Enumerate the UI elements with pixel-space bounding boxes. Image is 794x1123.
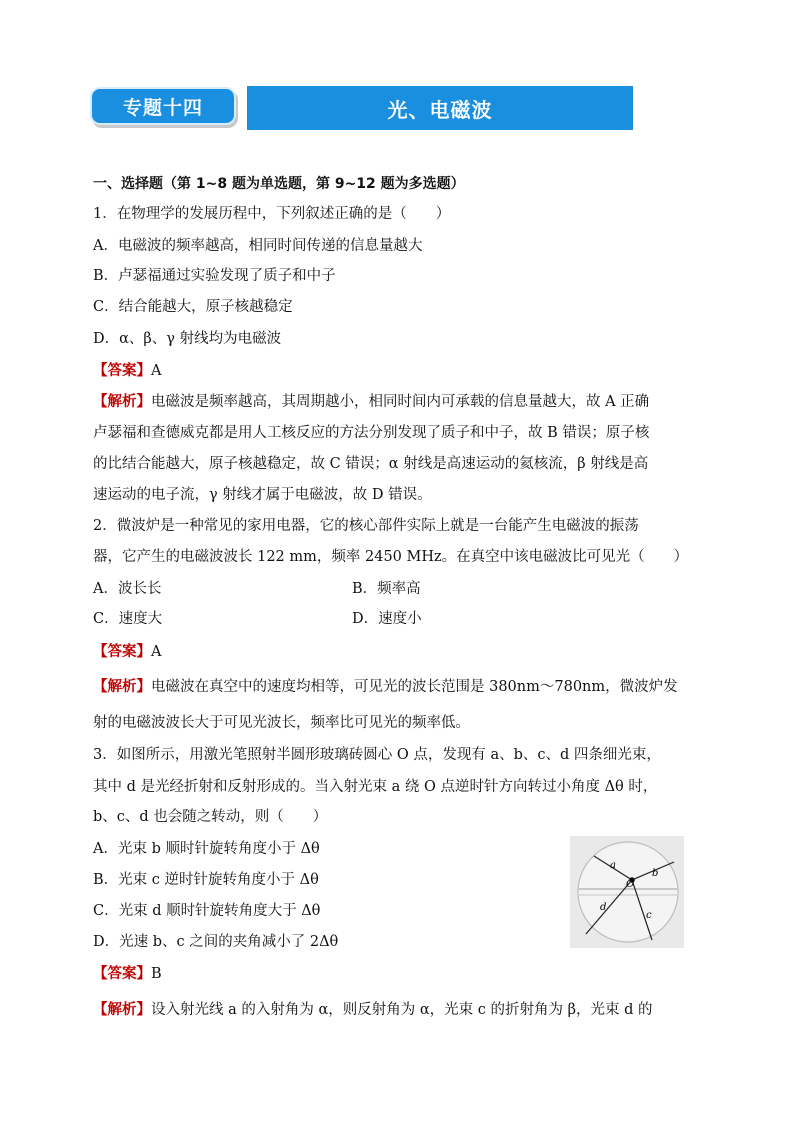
q2-option-d: D．速度小 [352,611,422,627]
q1-option-a: A．电磁波的频率越高，相同时间传递的信息量越大 [93,238,423,254]
analysis-label: 【解析】 [93,394,151,410]
q2-option-a: A．波长长 [93,581,162,597]
q3-answer-value: B [151,966,162,982]
label-a: a [610,860,616,871]
q1-answer-value: A [151,363,162,379]
q1-analysis-text: 电磁波是频率越高，其周期越小，相同时间内可承载的信息量越大，故 A 正确 [151,394,650,410]
q2-analysis-line [93,677,678,697]
q2-stem-line: 器，它产生的电磁波波长 122 mm，频率 2450 MHz。在真空中该电磁波比可见光（ ） [93,549,689,565]
q1-analysis-line: 的比结合能越大，原子核越稳定，故 C 错误；α 射线是高速运动的氦核流，β 射线是高 [93,456,649,472]
q2-answer [93,642,161,662]
q1-option-c: C．结合能越大，原子核越稳定 [93,299,293,315]
q2-answer-value: A [151,644,162,660]
q3-answer [93,964,162,984]
q1-stem: 1．在物理学的发展历程中，下列叙述正确的是（ ） [93,206,451,222]
q2-stem-line: 2．微波炉是一种常见的家用电器，它的核心部件实际上就是一台能产生电磁波的振荡 [93,518,639,534]
chapter-tag: 专题十四 [90,87,236,125]
analysis-label: 【解析】 [93,679,151,695]
q3-stem-line: 3．如图所示，用激光笔照射半圆形玻璃砖圆心 O 点，发现有 a、b、c、d 四条细光束， [93,747,661,763]
q1-option-b: B．卢瑟福通过实验发现了质子和中子 [93,268,336,284]
q3-analysis-text: 设入射光线 a 的入射角为 α，则反射角为 α，光束 c 的折射角为 β，光束 d 的 [151,1002,653,1018]
answer-label: 【答案】 [93,363,151,379]
q1-analysis-line: 速运动的电子流，γ 射线才属于电磁波，故 D 错误。 [93,487,432,503]
label-c: c [646,910,652,921]
q3-analysis-line [93,1000,653,1020]
chapter-title: 光、电磁波 [247,86,633,130]
q3-stem-line: 其中 d 是光经折射和反射形成的。当入射光束 a 绕 O 点逆时针方向转过小角度 Δθ 时， [93,779,658,795]
q3-option-b: B．光束 c 逆时针旋转角度小于 Δθ [93,872,319,888]
q1-analysis-line: 卢瑟福和查德威克都是用人工核反应的方法分别发现了质子和中子，故 B 错误；原子核 [93,425,650,441]
glass-block-figure [570,836,684,948]
q3-stem-line: b、c、d 也会随之转动，则（ ） [93,809,328,825]
q1-answer [93,361,161,381]
q2-analysis-text: 电磁波在真空中的速度均相等，可见光的波长范围是 380nm～780nm，微波炉发 [151,679,678,695]
label-b: b [652,868,659,879]
q3-option-a: A．光束 b 顺时针旋转角度小于 Δθ [93,841,320,857]
q2-option-b: B．频率高 [352,581,421,597]
chapter-header [90,86,634,132]
q3-option-d: D．光速 b、c 之间的夹角减小了 2Δθ [93,934,339,950]
glass-disk [578,842,678,942]
label-d: d [600,902,607,913]
label-o: O [626,879,635,890]
q3-option-c: C．光束 d 顺时针旋转角度大于 Δθ [93,903,321,919]
q1-analysis-line [93,392,649,412]
q1-option-d: D．α、β、γ 射线均为电磁波 [93,331,282,347]
answer-label: 【答案】 [93,644,151,660]
q2-option-c: C．速度大 [93,611,163,627]
analysis-label: 【解析】 [93,1002,151,1018]
section-title: 一、选择题（第 1~8 题为单选题，第 9~12 题为多选题） [93,176,465,192]
q2-analysis-line: 射的电磁波波长大于可见光波长，频率比可见光的频率低。 [93,715,470,731]
answer-label: 【答案】 [93,966,151,982]
